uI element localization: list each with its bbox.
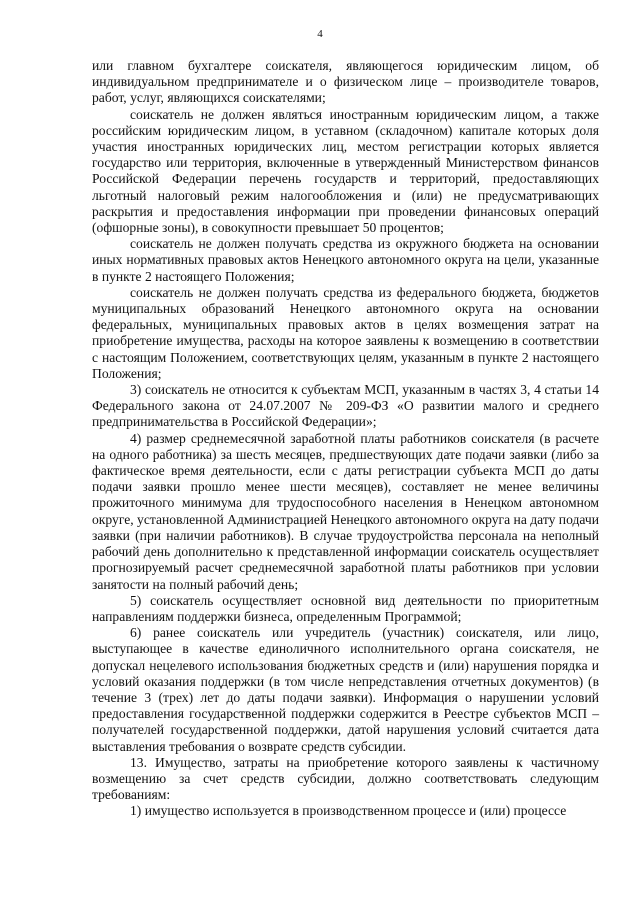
paragraph-section-13-item-1: 1) имущество используется в производственном процессе и (или) процессе [130,803,567,819]
paragraph-foreign-entity: соискатель не должен являться иностранным юридическим лицом, а также российским юридическим лицом, в уставном (складочном) капитале которых доля участия иностранных юридических лиц, местом регистрации которых является государство или территория, включенные в утвержденный Министерством финансов Российской Федерации перечень государств и территорий, предоставляющих льготный налоговый режим налогообложения и (или) не предусматривающих раскрытия и предоставления информации при проведении финансовых операций (офшорные зоны), в совокупности превышает 50 процентов; [92,106,599,236]
paragraph-item-6: 6) ранее соискатель или учредитель (участник) соискателя, или лицо, выступающее в качестве единоличного исполнительного органа соискателя, не допускал нецелевого использования бюджетных средств и (или) нарушения порядка и условий оказания поддержки (в том числе непредставления отчетных документов) (в течение 3 (трех) лет до даты подачи заявки). Информация о нарушении условий предоставления государственной поддержки содержится в Реестре субъектов МСП – получателей государственной поддержки, датой нарушения условий считается дата выставления требования о возврате средств субсидии. [92,625,599,754]
paragraph-continuation: или главном бухгалтере соискателя, являющегося юридическим лицом, об индивидуальном предпринимателе и о физическом лице – производителе товаров, работ, услуг, являющихся соискателями; [92,58,599,106]
paragraph-item-5: 5) соискатель осуществляет основной вид деятельности по приоритетным направлениям поддержки бизнеса, определенным Программой; [92,592,599,624]
paragraph-item-4: 4) размер среднемесячной заработной платы работников соискателя (в расчете на одного работника) за шесть месяцев, предшествующих дате подачи заявки (либо за фактическое время деятельности, если с даты регистрации субъекта МСП до даты подачи заявки прошло менее шести месяцев), составляет не менее величины прожиточного минимума для трудоспособного населения в Ненецком автономном округе, установленной Администрацией Ненецкого автономного округа на дату подачи заявки (при наличии работников). В случае трудоустройства персонала на неполный рабочий день дополнительно к представленной информации соискатель осуществляет прогнозируемый расчет среднемесячной заработной платы работников при условии занятости на полный рабочий день; [92,430,599,592]
paragraph-district-budget: соискатель не должен получать средства из окружного бюджета на основании иных нормативных правовых актов Ненецкого автономного округа на цели, указанные в пункте 2 настоящего Положения; [92,236,599,284]
page-number: 4 [317,28,323,40]
paragraph-federal-budget: соискатель не должен получать средства из федерального бюджета, бюджетов муниципальных образований Ненецкого автономного округа на основании федеральных, муниципальных правовых актов в целях возмещения затрат на приобретение имущества, расходы на которое заявлены к возмещению в соответствии с настоящим Положением, соответствующих целям, указанным в пункте 2 настоящего Положения; [92,284,599,381]
document-body [92,58,599,820]
paragraph-item-3: 3) соискатель не относится к субъектам МСП, указанным в частях 3, 4 статьи 14 Федерального закона от 24.07.2007 № 209-ФЗ «О развитии малого и среднего предпринимательства в Российской Федерации»; [92,382,599,430]
paragraph-section-13: 13. Имущество, затраты на приобретение которого заявлены к частичному возмещению за счет средств субсидии, должно соответствовать следующим требованиям: [92,754,599,803]
